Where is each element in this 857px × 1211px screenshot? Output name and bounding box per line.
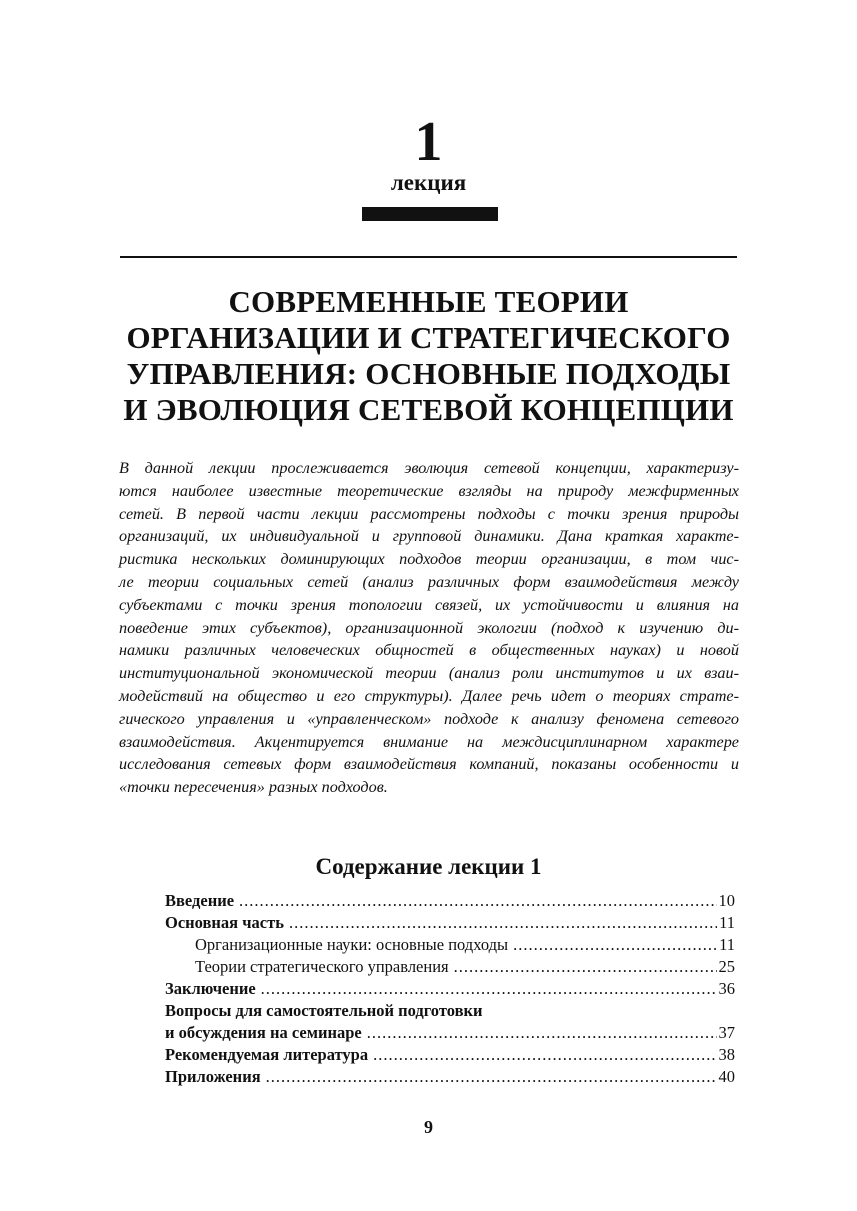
toc-entry-label: Организационные науки: основные подходы bbox=[195, 935, 509, 954]
toc-entry-label: Заключение bbox=[165, 979, 256, 998]
abstract-line: намики различных человеческих общностей в общественных науках) и новой bbox=[119, 641, 739, 660]
chapter-title bbox=[110, 284, 747, 428]
toc-entry-label: и обсуждения на семинаре bbox=[165, 1023, 362, 1042]
toc-leader-dots bbox=[373, 1044, 716, 1066]
toc-entry-main-part[interactable] bbox=[165, 912, 735, 934]
toc-entry-page: 36 bbox=[718, 979, 735, 998]
abstract-line: ристика нескольких доминирующих подходов теории организации, в том чис- bbox=[119, 550, 739, 569]
toc-entry-label: Приложения bbox=[165, 1067, 261, 1086]
chapter-title-line: ОРГАНИЗАЦИИ И СТРАТЕГИЧЕСКОГО bbox=[126, 320, 731, 355]
toc-leader-dots bbox=[513, 934, 717, 956]
toc-entry-organizational-sciences[interactable] bbox=[165, 934, 735, 956]
table-of-contents bbox=[165, 890, 735, 1088]
abstract-line: В данной лекции прослеживается эволюция сетевой концепции, характеризу- bbox=[119, 459, 739, 477]
toc-entry-page: 10 bbox=[718, 891, 735, 910]
lecture-decorative-bar bbox=[362, 207, 498, 221]
toc-entry-page: 37 bbox=[718, 1023, 735, 1042]
toc-entry-page: 25 bbox=[718, 957, 735, 976]
abstract-line: организаций, их индивидуальной и групповой динамики. Дана краткая характе- bbox=[119, 527, 739, 546]
abstract-line: исследования сетевых форм взаимодействия компаний, показаны особенности и bbox=[119, 755, 739, 774]
toc-leader-dots bbox=[239, 890, 716, 912]
abstract-line: гического управления и «управленческом» подходе к анализу феномена сетевого bbox=[119, 709, 739, 728]
toc-entry-conclusion[interactable] bbox=[165, 978, 735, 1000]
page-number: 9 bbox=[424, 1117, 433, 1137]
toc-entry-recommended-literature[interactable] bbox=[165, 1044, 735, 1066]
horizontal-rule bbox=[120, 256, 737, 258]
abstract-line: сетей. В первой части лекции рассмотрены подходы с точки зрения природы bbox=[119, 504, 739, 523]
toc-entry-page: 40 bbox=[718, 1067, 735, 1086]
toc-leader-dots bbox=[367, 1022, 717, 1044]
abstract-line: взаимодействия. Акцентируется внимание на междисциплинарном характере bbox=[119, 732, 739, 751]
abstract-line: модействий на общество и его структуры). Далее речь идет о теориях страте- bbox=[119, 686, 739, 705]
toc-leader-dots bbox=[454, 956, 717, 978]
chapter-title-line: И ЭВОЛЮЦИЯ СЕТЕВОЙ КОНЦЕПЦИИ bbox=[123, 392, 734, 427]
toc-entry-questions-line1[interactable] bbox=[165, 1000, 735, 1022]
toc-entry-questions-line2[interactable] bbox=[165, 1022, 735, 1044]
lecture-label: лекция bbox=[390, 170, 467, 195]
toc-entry-introduction[interactable] bbox=[165, 890, 735, 912]
toc-entry-label: Теории стратегического управления bbox=[195, 957, 449, 976]
toc-leader-dots bbox=[289, 912, 717, 934]
toc-entry-label: Рекомендуемая литература bbox=[165, 1045, 369, 1064]
toc-entry-label: Вопросы для самостоятельной подготовки bbox=[165, 1001, 483, 1020]
toc-entry-page: 11 bbox=[719, 935, 735, 954]
abstract-line: ются наиболее известные теоретические взгляды на природу межфирменных bbox=[119, 481, 739, 500]
toc-entry-label: Введение bbox=[165, 891, 235, 910]
chapter-title-line: СОВРЕМЕННЫЕ ТЕОРИИ bbox=[228, 284, 629, 319]
abstract-line: ле теории социальных сетей (анализ различных форм взаимодействия между bbox=[119, 572, 739, 591]
abstract-paragraph bbox=[119, 457, 739, 799]
abstract-line: поведение этих субъектов), организационной экологии (подход к изучению ди- bbox=[119, 618, 739, 637]
abstract-line: субъектами с точки зрения топологии связей, их устойчивости и влияния на bbox=[119, 595, 739, 614]
toc-entry-appendices[interactable] bbox=[165, 1066, 735, 1088]
chapter-title-line: УПРАВЛЕНИЯ: ОСНОВНЫЕ ПОДХОДЫ bbox=[126, 356, 731, 391]
toc-entry-strategic-management[interactable] bbox=[165, 956, 735, 978]
toc-entry-label: Основная часть bbox=[165, 913, 284, 932]
toc-leader-dots bbox=[261, 978, 717, 1000]
toc-entry-page: 38 bbox=[718, 1045, 735, 1064]
abstract-line: институциональной экономической теории (анализ роли институтов и их взаи- bbox=[119, 664, 739, 683]
toc-entry-page: 11 bbox=[719, 913, 735, 932]
toc-title: Содержание лекции 1 bbox=[315, 854, 542, 879]
lecture-number: 1 bbox=[414, 111, 443, 173]
toc-leader-dots bbox=[266, 1066, 717, 1088]
abstract-line: «точки пересечения» разных подходов. bbox=[119, 778, 388, 797]
